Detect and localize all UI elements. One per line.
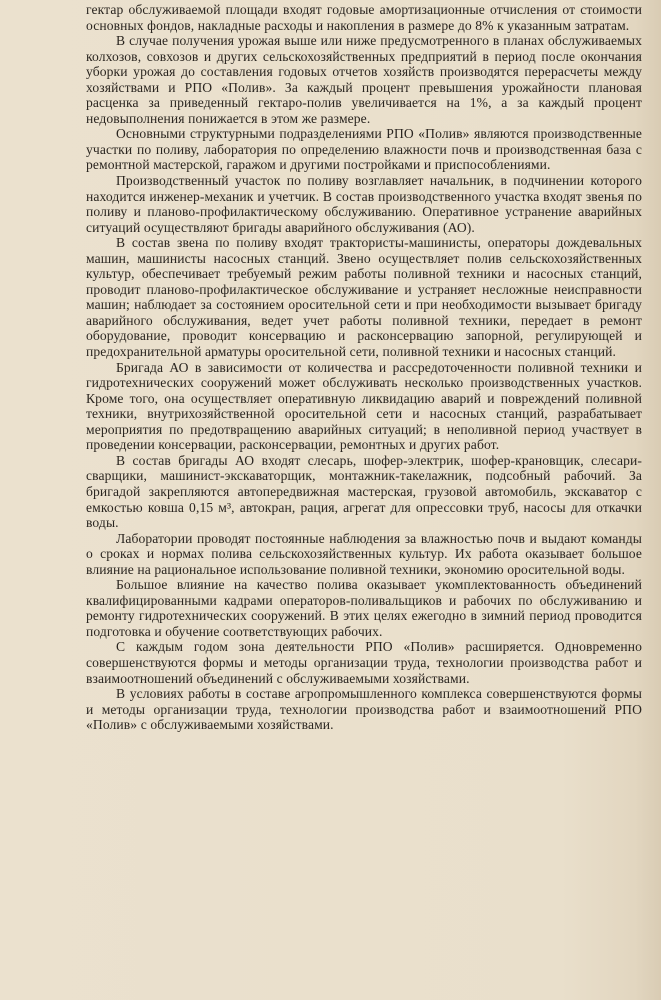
paragraph-11: В условиях работы в составе агропромышленного комплекса совершенствуются формы и методы организации труда, технологии производства работ и взаимоотношений РПО «Полив» с обслуживаемыми хозяйствами. (86, 686, 642, 733)
paragraph-1: гектар обслуживаемой площади входят годовые амортизационные отчисления от стоимости основных фондов, накладные расходы и накопления в размере до 8% к указанным затратам. (86, 2, 642, 33)
paragraph-5: В состав звена по поливу входят трактористы-машинисты, операторы дождевальных машин, машинисты насосных станций. Звено осуществляет полив сельскохозяйственных культур, обеспечивает требуемый режим работы поливной техники и насосных станций, проводит планово-профилактическое обслуживание и устраняет несложные неисправности машин; наблюдает за состоянием оросительной сети и при необходимости вызывает бригаду аварийного обслуживания, ведет учет работы поливной техники, передает в ремонт оборудование, проводит консервацию и расконсервацию запорной, регулирующей и предохранительной арматуры оросительной сети, поливной техники и насосных станций. (86, 235, 642, 360)
paragraph-9: Большое влияние на качество полива оказывает укомплектованность объединений квалифицированными кадрами операторов-поливальщиков и рабочих по обслуживанию и ремонту гидротехнических сооружений. В этих целях ежегодно в зимний период проводится подготовка и обучение соответствующих рабочих. (86, 577, 642, 639)
paragraph-7: В состав бригады АО входят слесарь, шофер-электрик, шофер-крановщик, слесари-сварщики, машинист-экскаваторщик, монтажник-такелажник, подсобный рабочий. За бригадой закрепляются автопередвижная мастерская, грузовой автомобиль, экскаватор с емкостью ковша 0,15 м³, автокран, рация, агрегат для опрессовки труб, насосы для откачки воды. (86, 452, 642, 531)
paragraph-8: Лаборатории проводят постоянные наблюдения за влажностью почв и выдают команды о сроках и нормах полива сельскохозяйственных культур. Их работа оказывает большое влияние на рациональное использование поливной техники, экономию оросительной воды. (86, 530, 642, 577)
paragraph-6: Бригада АО в зависимости от количества и рассредоточенности поливной техники и гидротехнических сооружений может обслуживать несколько производственных участков. Кроме того, она осуществляет оперативную ликвидацию аварий и повреждений поливной техники, внутрихозяйственной оросительной сети и насосных станций, разрабатывает мероприятия по предотвращению аварийных ситуаций; в неполивной период участвует в проведении консервации, расконсервации, ремонтных и других работ. (86, 359, 642, 453)
paragraph-3: Основными структурными подразделениями РПО «Полив» являются производственные участки по поливу, лаборатория по определению влажности почв и производственная база с ремонтной мастерской, гаражом и другими постройками и приспособлениями. (86, 126, 642, 173)
paragraph-2: В случае получения урожая выше или ниже предусмотренного в планах обслуживаемых колхозов, совхозов и других сельскохозяйственных предприятий в период после окончания уборки урожая до составления годовых отчетов хозяйств производятся перерасчеты между хозяйствами и РПО «Полив». За каждый процент превышения урожайности плановая расценка за приведенный гектаро-полив увеличивается на 1%, а за каждый процент недовыполнения понижается в этом же размере. (86, 33, 642, 126)
body-text (86, 2, 642, 733)
paragraph-4: Производственный участок по поливу возглавляет начальник, в подчинении которого находится инженер-механик и учетчик. В состав производственного участка входят звенья по поливу и планово-профилактическому обслуживанию. Оперативное устранение аварийных ситуаций осуществляют бригады аварийного обслуживания (АО). (86, 173, 642, 235)
paragraph-10: С каждым годом зона деятельности РПО «Полив» расширяется. Одновременно совершенствуются формы и методы организации труда, технологии производства работ и взаимоотношений объединений с обслуживаемыми хозяйствами. (86, 639, 642, 686)
